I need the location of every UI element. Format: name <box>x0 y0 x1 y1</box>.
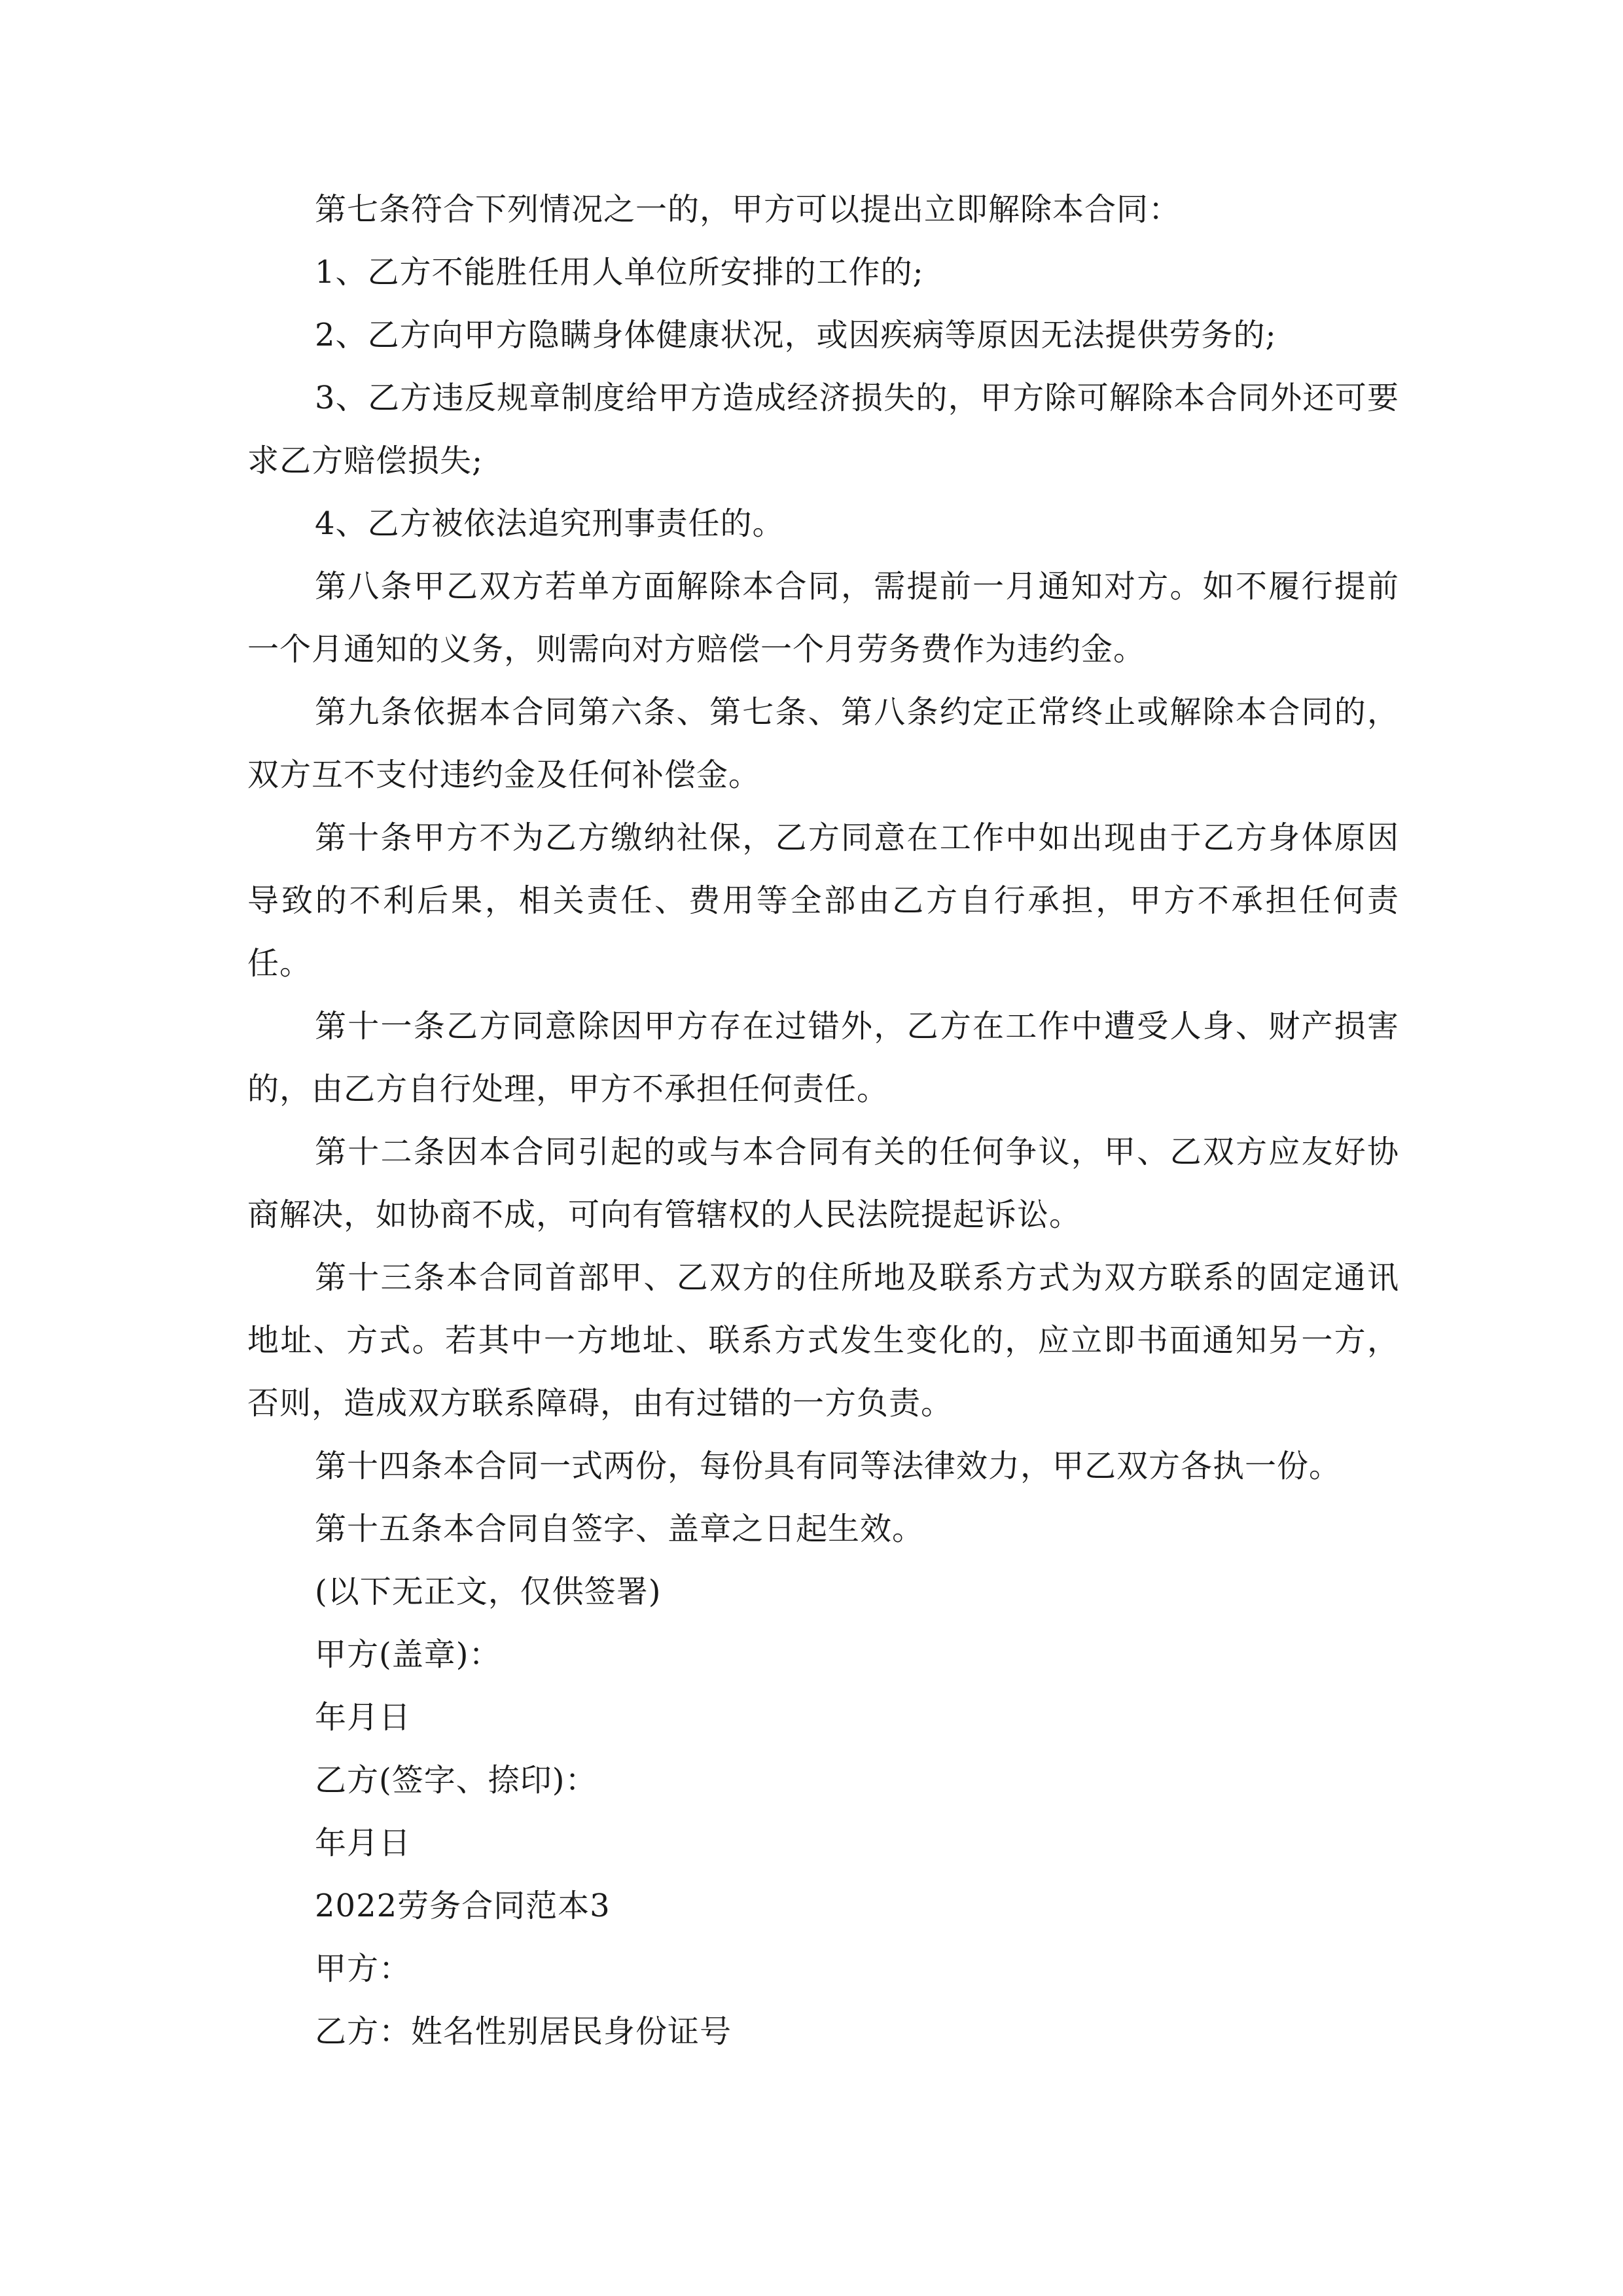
no-further-text-note: (以下无正文，仅供签署) <box>315 1573 662 1610</box>
clause-7-heading: 第七条符合下列情况之一的，甲方可以提出立即解除本合同： <box>315 191 1181 228</box>
clause-8: 第八条甲乙双方若单方面解除本合同，需提前一月通知对方。如不履行提前一个月通知的义务，则需向对方赔偿一个月劳务费作为违约金。 <box>247 568 1399 668</box>
party-b-signature-line: 乙方(签字、捺印)： <box>315 1762 597 1799</box>
template-3-title: 2022劳务合同范本3 <box>315 1888 611 1924</box>
party-b-date-line: 年月日 <box>315 1825 412 1861</box>
clause-7-item-4: 4、乙方被依法追究刑事责任的。 <box>315 505 785 542</box>
clause-12: 第十二条因本合同引起的或与本合同有关的任何争议，甲、乙双方应友好协商解决，如协商不成，可向有管辖权的人民法院提起诉讼。 <box>247 1134 1399 1233</box>
clause-7-item-3: 3、乙方违反规章制度给甲方造成经济损失的，甲方除可解除本合同外还可要求乙方赔偿损失; <box>247 380 1399 479</box>
clause-7-item-2: 2、乙方向甲方隐瞒身体健康状况，或因疾病等原因无法提供劳务的; <box>315 317 1277 353</box>
clause-10: 第十条甲方不为乙方缴纳社保，乙方同意在工作中如出现由于乙方身体原因导致的不利后果，相关责任、费用等全部由乙方自行承担，甲方不承担任何责任。 <box>247 819 1399 982</box>
clause-9: 第九条依据本合同第六条、第七条、第八条约定正常终止或解除本合同的，双方互不支付违约金及任何补偿金。 <box>247 694 1399 793</box>
clause-14: 第十四条本合同一式两份，每份具有同等法律效力，甲乙双方各执一份。 <box>315 1448 1342 1484</box>
document-body <box>247 178 1399 2063</box>
clause-13: 第十三条本合同首部甲、乙双方的住所地及联系方式为双方联系的固定通讯地址、方式。若其中一方地址、联系方式发生变化的，应立即书面通知另一方，否则，造成双方联系障碍，由有过错的一方负责。 <box>247 1259 1399 1422</box>
clause-15: 第十五条本合同自签字、盖章之日起生效。 <box>315 1511 925 1547</box>
party-a-line: 甲方： <box>315 1950 412 1987</box>
document-page <box>247 0 1399 2296</box>
party-a-seal-line: 甲方(盖章)： <box>315 1636 501 1673</box>
clause-11: 第十一条乙方同意除因甲方存在过错外，乙方在工作中遭受人身、财产损害的，由乙方自行处理，甲方不承担任何责任。 <box>247 1008 1399 1107</box>
party-b-info-line: 乙方：姓名性别居民身份证号 <box>315 2013 732 2050</box>
party-a-date-line: 年月日 <box>315 1699 412 1736</box>
clause-7-item-1: 1、乙方不能胜任用人单位所安排的工作的; <box>315 254 924 291</box>
